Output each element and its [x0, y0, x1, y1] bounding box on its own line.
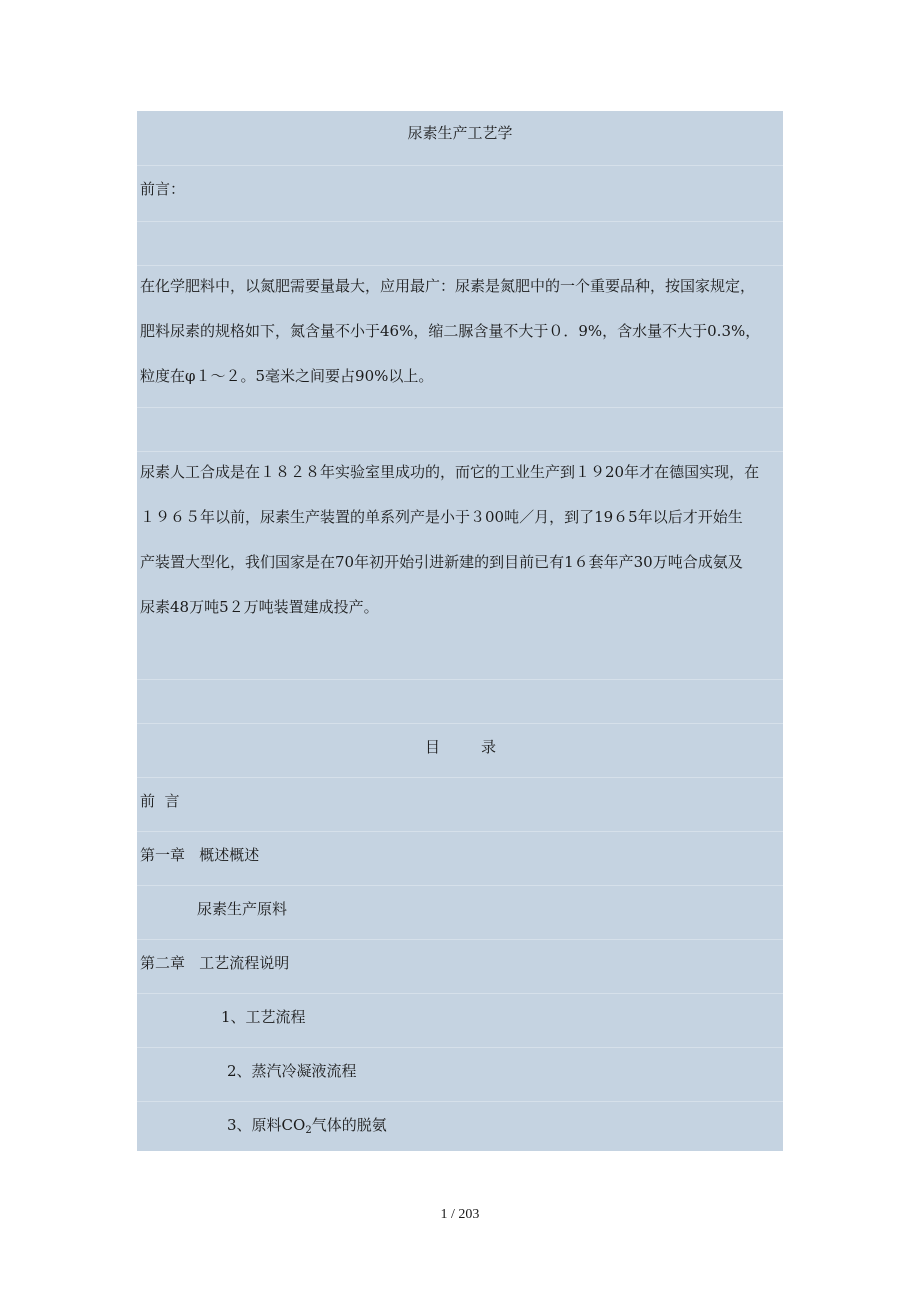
toc-title-row [137, 723, 783, 777]
preface-row [137, 165, 783, 221]
toc-item-process-flow: 1、工艺流程 [221, 1008, 306, 1026]
toc-item-chapter-1: 第一章 概述概述 [140, 846, 260, 864]
document-title: 尿素生产工艺学 [407, 124, 513, 142]
toc-item [137, 885, 783, 939]
toc-item [137, 993, 783, 1047]
paragraph-2-line-2: １９６５年以前，尿素生产装置的单系列产是小于３00吨／月，到了19６5年以后才开始生 [140, 508, 743, 526]
preface-heading: 前言： [140, 180, 186, 198]
paragraph-2-line-3: 产装置大型化，我们国家是在70年初开始引进新建的到目前已有1６套年产30万吨合成氨及 [140, 553, 743, 571]
toc-item [137, 1047, 783, 1101]
page-number: 1 / 203 [440, 1207, 480, 1222]
toc-title-char-2: 录 [481, 738, 497, 756]
empty-row [137, 407, 783, 451]
toc-title-char-1: 目 [425, 738, 441, 756]
document-content-block [137, 111, 783, 1151]
toc-item-chapter-2: 第二章 工艺流程说明 [140, 954, 290, 972]
toc-item-condensate-flow: 2、蒸汽冷凝液流程 [227, 1062, 357, 1080]
title-row [137, 123, 783, 147]
toc-item-co2-suffix: 气体的脱氨 [311, 1116, 387, 1134]
toc-item-co2-deammoniation [227, 1115, 387, 1141]
toc-item [137, 777, 783, 831]
paragraph-1 [137, 265, 783, 407]
toc-item-raw-materials: 尿素生产原料 [197, 900, 288, 918]
co2-subscript: 2 [305, 1125, 312, 1136]
empty-row [137, 221, 783, 265]
toc-item [137, 1101, 783, 1151]
toc-item-co2-prefix: 3、原料CO [227, 1116, 306, 1134]
paragraph-1-line-3: 粒度在φ１～２。5毫米之间要占90%以上。 [140, 367, 434, 385]
toc-item-preface: 前 言 [140, 792, 180, 810]
paragraph-2-line-4: 尿素48万吨5２万吨装置建成投产。 [140, 598, 379, 616]
paragraph-1-line-2: 肥料尿素的规格如下，氮含量不小于46%，缩二脲含量不大于０．9%，含水量不大于0.3%， [140, 322, 761, 340]
paragraph-2 [137, 451, 783, 679]
toc-item [137, 939, 783, 993]
toc-item [137, 831, 783, 885]
empty-row [137, 679, 783, 723]
paragraph-1-line-1: 在化学肥料中，以氮肥需要量最大，应用最广：尿素是氮肥中的一个重要品种，按国家规定， [140, 277, 756, 295]
paragraph-2-line-1: 尿素人工合成是在１８２８年实验室里成功的，而它的工业生产到１９20年才在德国实现，在 [140, 463, 760, 481]
